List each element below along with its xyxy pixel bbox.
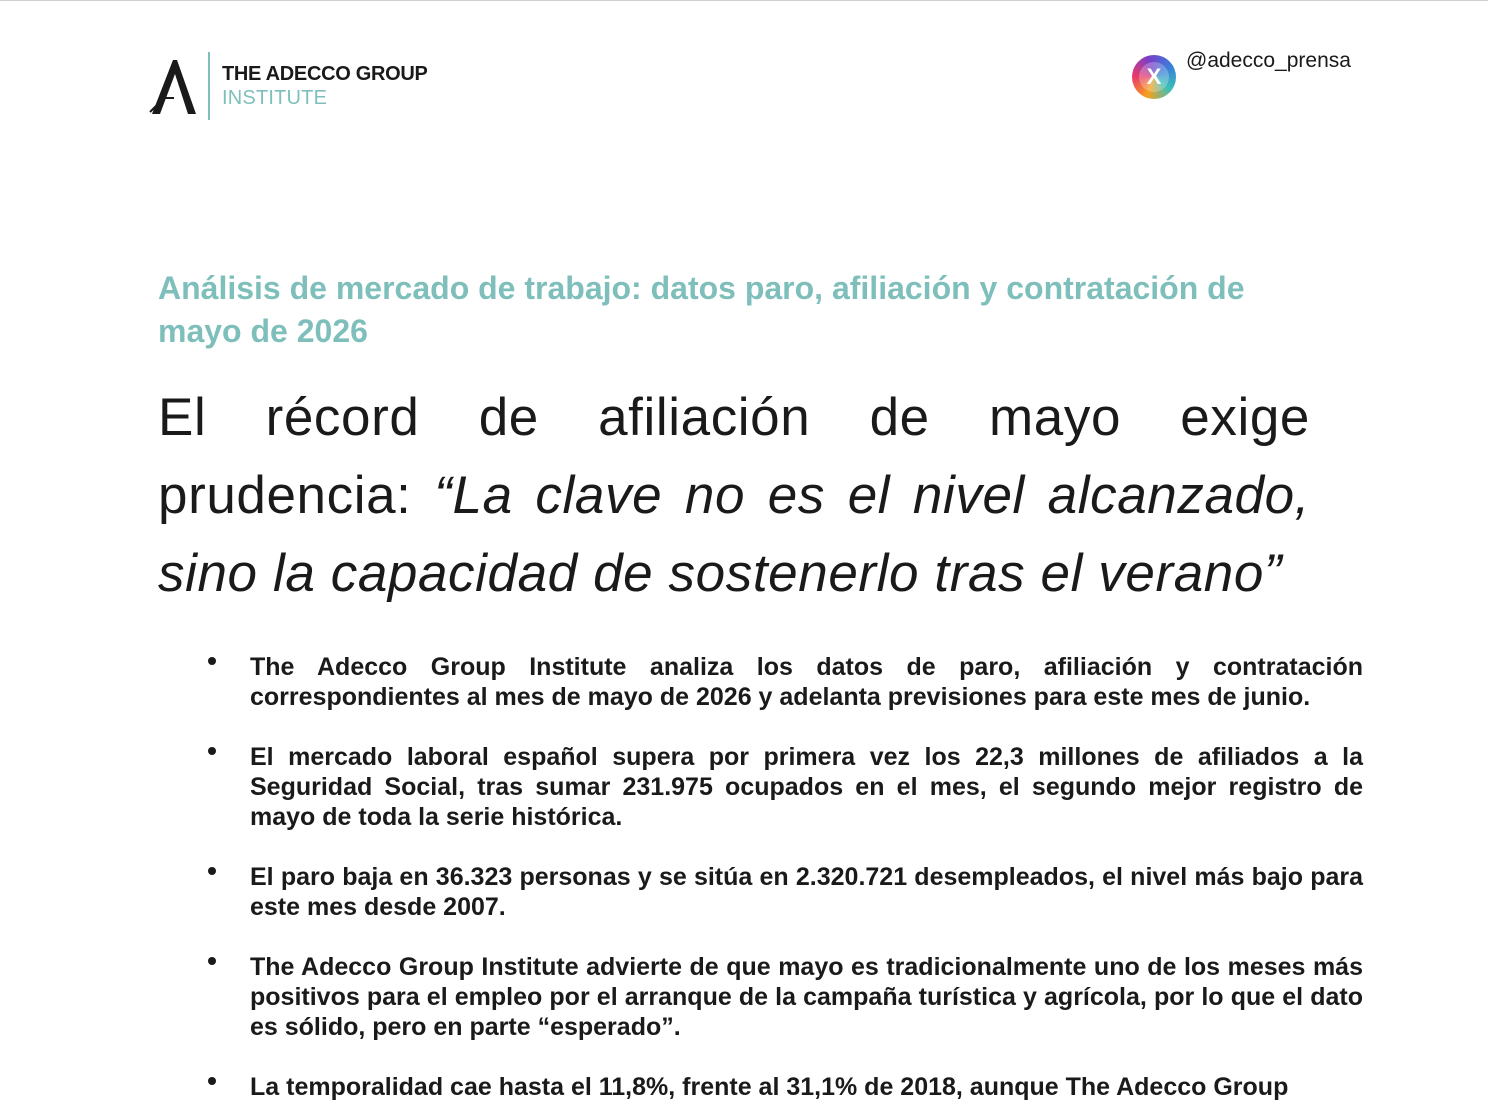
list-item: The Adecco Group Institute advierte de que mayo es tradicionalmente uno de los meses más positivos para el empleo por el arranque de la campaña turística y agrícola, por lo que el dato es sólido, pero en parte “esperado”. [250,953,1363,1041]
social-handle[interactable]: @adecco_prensa [1186,49,1351,72]
list-item: The Adecco Group Institute analiza los datos de paro, afiliación y contratación correspondientes al mes de mayo de 2026 y adelanta previsiones para este mes de junio. [250,653,1363,711]
adecco-group-institute-logo [148,51,428,121]
document-headline [158,379,1310,613]
x-glyph: X [1139,62,1169,92]
logo-wordmark [222,62,428,110]
key-points-list [250,652,1363,1106]
headline-quote: “La clave no es el nivel alcanzado, sino la capacidad de sostenerlo tras el verano” [158,466,1310,603]
logo-line-2: INSTITUTE [222,87,328,109]
adecco-a-mark-icon [148,56,198,116]
list-item: El paro baja en 36.323 personas y se sitúa en 2.320.721 desempleados, el nivel más bajo para este mes desde 2007. [250,863,1363,921]
document-kicker: Análisis de mercado de trabajo: datos paro, afiliación y contratación de mayo de 2026 [158,270,1245,349]
social-handle-block[interactable] [1132,47,1351,99]
list-item: El mercado laboral español supera por primera vez los 22,3 millones de afiliados a la Seguridad Social, tras sumar 231.975 ocupados en el mes, el segundo mejor registro de mayo de toda la serie histórica. [250,743,1363,831]
list-item: La temporalidad cae hasta el 11,8%, frente al 31,1% de 2018, aunque The Adecco Group [250,1072,1363,1102]
headline-lead: El récord de afiliación de mayo exige prudencia: [158,388,1310,525]
logo-divider [208,52,210,120]
logo-line-1: THE ADECCO GROUP [222,63,428,85]
x-logo-icon[interactable] [1132,55,1176,99]
